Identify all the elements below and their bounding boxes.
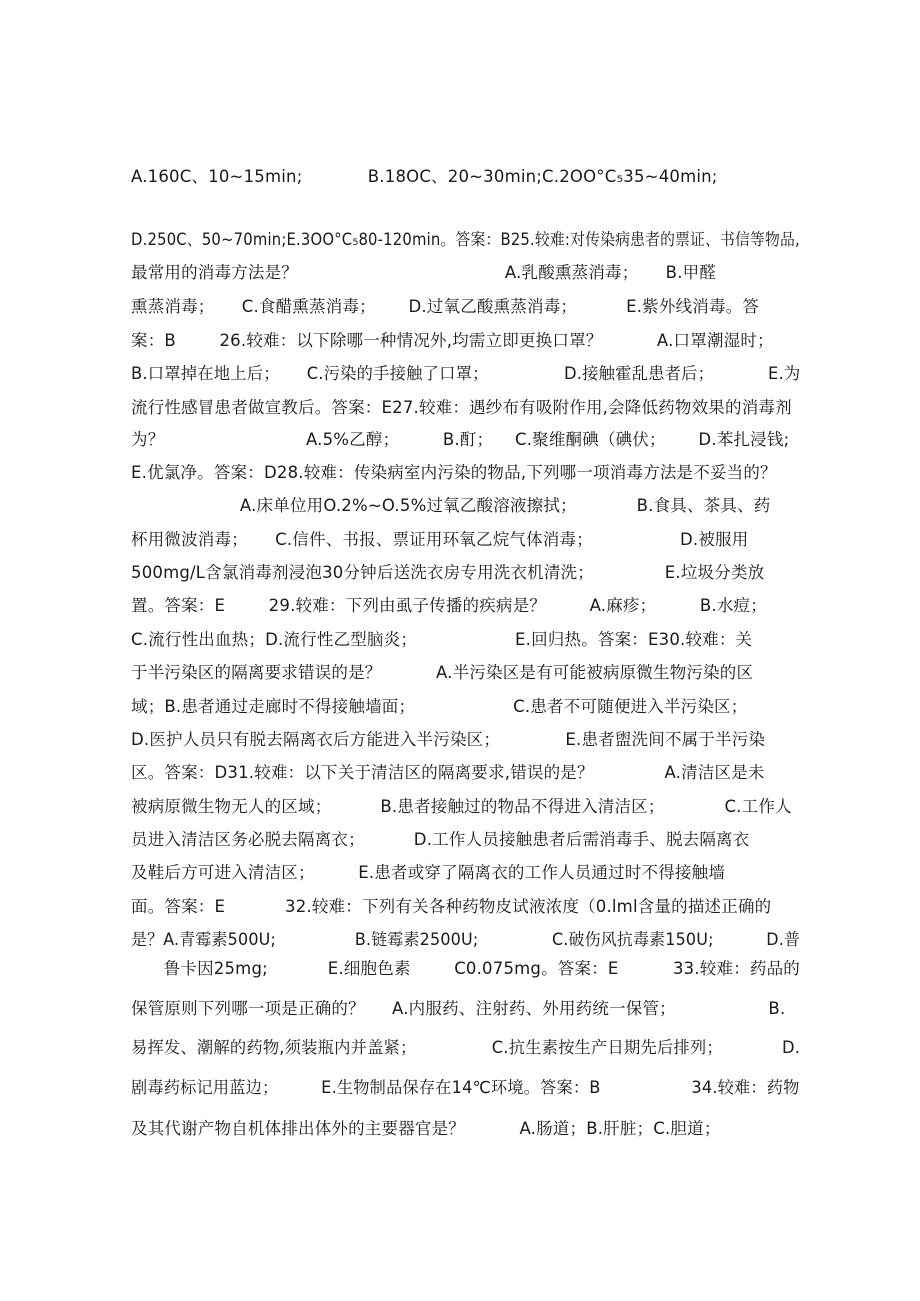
- text-line: 于半污染区的隔离要求错误的是？ A.半污染区是有可能被病原微生物污染的区: [131, 663, 754, 682]
- text-line: D.医护人员只有脱去隔离衣后方能进入半污染区； E.患者盥洗间不属于半污染: [131, 730, 766, 749]
- text-line: 面。答案：E 32.较难：下列有关各种药物皮试液浓度（0.lml含量的描述正确的: [131, 897, 772, 916]
- text-line: 及其代谢产物自机体排出体外的主要器官是？ A.肠道；B.肝脏；C.胆道；: [131, 1119, 721, 1138]
- text-line: A.160C、10~15min; B.18OC、20~30min;C.2OO°C₅35~40min;: [131, 167, 718, 186]
- text-line: 置。答案：E 29.较难：下列由虱子传播的疾病是？ A.麻疹； B.水痘；: [131, 596, 767, 615]
- text-line: 保管原则下列哪一项是正确的？ A.内服药、注射药、外用药统一保管； B.: [131, 999, 786, 1018]
- text-line: 案：B 26.较难：以下除哪一种情况外,均需立即更换口罩？ A.口罩潮湿时；: [131, 331, 774, 350]
- text-line: 易挥发、潮解的药物,须装瓶内并盖紧； C.抗生素按生产日期先后排列； D.: [131, 1038, 801, 1057]
- text-line: 及鞋后方可进入清洁区； E.患者或穿了隔离衣的工作人员通过时不得接触墙: [131, 863, 726, 882]
- text-line: E.优氯净。答案：D28.较难：传染病室内污染的物品,下列哪一项消毒方法是不妥当的？: [131, 463, 777, 482]
- text-line: C.流行性出血热；D.流行性乙型脑炎； E.回归热。答案：E30.较难：关: [131, 630, 753, 649]
- text-line: 鲁卡因25mg; E.细胞色素 C0.075mg。答案：E 33.较难：药品的: [131, 959, 801, 978]
- text-line: D.250C、50~70min;E.3OO°C₅80-120min。答案：B25.较难:对传染病患者的票证、书信等物品,: [131, 230, 800, 249]
- text-line: 区。答案：D31.较难：以下关于清洁区的隔离要求,错误的是？ A.清洁区是未: [131, 763, 765, 782]
- text-line: 被病原微生物无人的区域； B.患者接触过的物品不得进入清洁区； C.工作人: [131, 797, 792, 816]
- text-line: 最常用的消毒方法是？ A.乳酸熏蒸消毒； B.甲醛: [131, 263, 717, 282]
- text-line: 熏蒸消毒； C.食醋熏蒸消毒； D.过氧乙酸熏蒸消毒； E.紫外线消毒。答: [131, 297, 760, 316]
- text-line: B.口罩掉在地上后； C.污染的手接触了口罩； D.接触霍乱患者后； E.为: [131, 364, 801, 383]
- text-line: 员进入清洁区务必脱去隔离衣； D.工作人员接触患者后需消毒手、脱去隔离衣: [131, 830, 750, 849]
- text-line: 剧毒药标记用蓝边； E.生物制品保存在14℃环境。答案：B 34.较难：药物: [131, 1078, 800, 1097]
- text-line: A.床单位用O.2%~O.5%过氧乙酸溶液擦拭； B.食具、茶具、药: [131, 496, 771, 515]
- text-line: 为？ A.5%乙醇； B.酊； C.聚维酮碘（碘伏； D.苯扎浸钱;: [131, 430, 790, 449]
- text-line: 流行性感冒患者做宣教后。答案：E27.较难：遇纱布有吸附作用,会降低药物效果的消毒剂: [131, 398, 792, 417]
- text-line: 是？A.青霉素500U; B.链霉素2500U; C.破伤风抗毒素150U; D.普: [131, 930, 801, 949]
- text-line: 域；B.患者通过走廊时不得接触墙面； C.患者不可随便进入半污染区；: [131, 697, 748, 716]
- text-line: 杯用微波消毒； C.信件、书报、票证用环氧乙烷气体消毒； D.被服用: [131, 530, 749, 549]
- text-line: 500mg/L含氯消毒剂浸泡30分钟后送洗衣房专用洗衣机清洗； E.垃圾分类放: [131, 563, 765, 582]
